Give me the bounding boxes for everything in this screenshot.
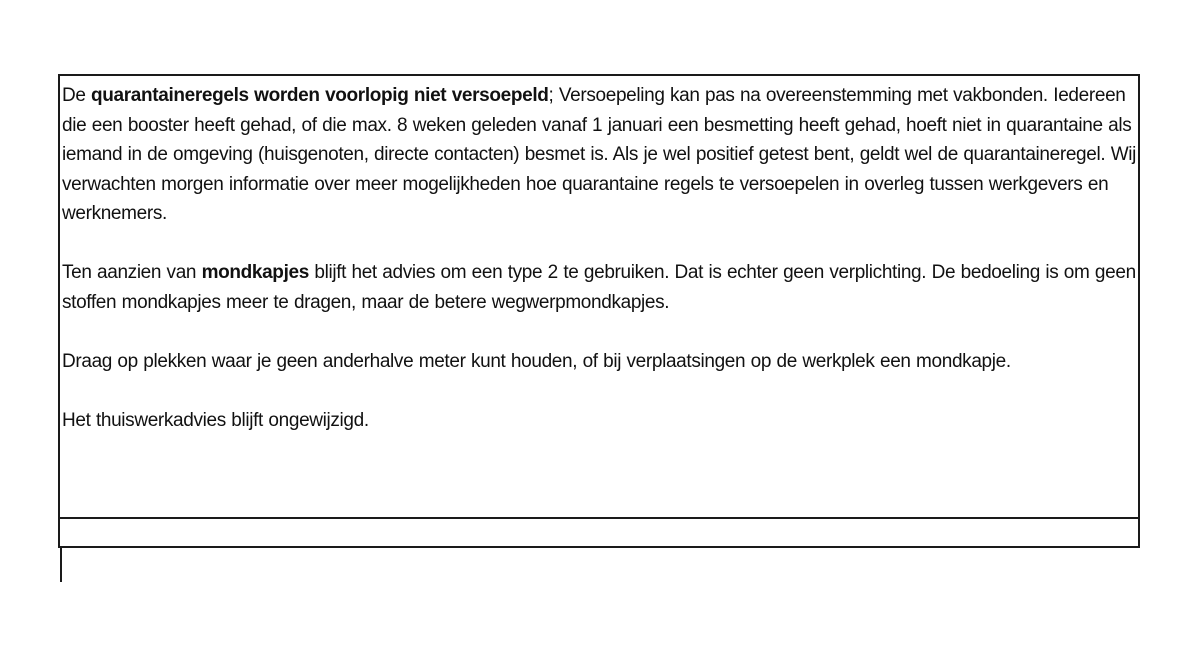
paragraph-quarantine — [62, 81, 1138, 229]
text-segment: blijft het advies om een type 2 te gebruiken. Dat is echter geen verplichting. De bedoeling is om geen stoffen mondkapjes meer te dragen, maar de betere wegwerpmondkapjes. — [62, 262, 1136, 313]
text-cursor — [60, 548, 62, 582]
text-segment: Ten aanzien van — [62, 262, 202, 283]
bold-text-segment: mondkapjes — [201, 262, 309, 283]
table-cell-content[interactable] — [60, 76, 1138, 519]
paragraph-face-masks — [62, 258, 1138, 317]
table-cell-empty[interactable] — [60, 517, 1138, 546]
paragraph-work-from-home — [62, 406, 1138, 436]
text-segment: ; Versoepeling kan pas na overeenstemming met vakbonden. Iedereen die een booster heeft gehad, of die max. 8 weken geleden vanaf 1 januari een besmetting heeft gehad, hoeft niet in quarantaine als iemand in de omgeving (huisgenoten, directe contacten) besmet is. Als je wel positief getest bent, geldt wel de quarantaineregel. Wij verwachten morgen informatie over meer mogelijkheden hoe quarantaine regels te versoepelen in overleg tussen werkgevers en werknemers. — [62, 85, 1137, 224]
bold-text-segment: quarantaineregels worden voorlopig niet versoepeld — [91, 85, 549, 106]
document-table — [58, 74, 1140, 548]
text-segment: De — [62, 85, 92, 106]
text-segment: Draag op plekken waar je geen anderhalve meter kunt houden, of bij verplaatsingen op de werkplek een mondkapje. — [62, 350, 1011, 372]
paragraph-mask-wearing — [62, 347, 1138, 377]
text-segment: Het thuiswerkadvies blijft ongewijzigd. — [62, 409, 369, 431]
